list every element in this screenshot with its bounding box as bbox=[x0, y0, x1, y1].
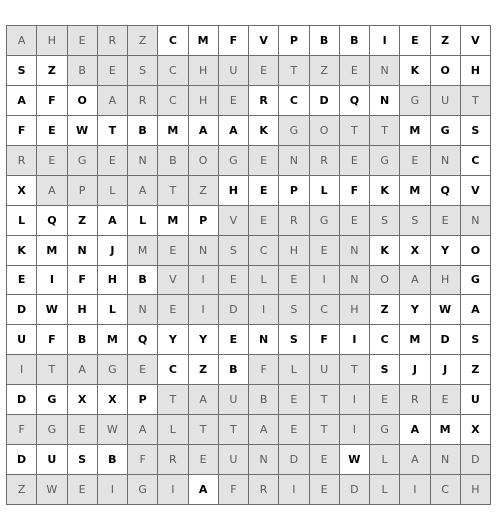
grid-cell-highlighted[interactable]: H bbox=[339, 295, 369, 325]
grid-cell-highlighted[interactable]: N bbox=[339, 235, 369, 265]
grid-cell[interactable]: F bbox=[218, 26, 248, 56]
grid-cell[interactable]: K bbox=[249, 115, 279, 145]
grid-cell[interactable]: E bbox=[37, 115, 67, 145]
grid-cell[interactable]: M bbox=[430, 415, 460, 445]
grid-cell[interactable]: K bbox=[370, 175, 400, 205]
grid-cell[interactable]: B bbox=[339, 26, 369, 56]
grid-cell-highlighted[interactable]: T bbox=[37, 355, 67, 385]
grid-cell-highlighted[interactable]: E bbox=[128, 355, 158, 385]
grid-cell[interactable]: H bbox=[460, 55, 490, 85]
grid-cell-highlighted[interactable]: I bbox=[339, 415, 369, 445]
grid-cell-highlighted[interactable]: I bbox=[309, 265, 339, 295]
grid-cell[interactable]: W bbox=[67, 115, 97, 145]
grid-cell[interactable]: D bbox=[7, 385, 37, 415]
grid-cell[interactable]: X bbox=[400, 235, 430, 265]
grid-cell-highlighted[interactable]: T bbox=[339, 355, 369, 385]
grid-cell-highlighted[interactable]: U bbox=[430, 85, 460, 115]
grid-cell-highlighted[interactable]: E bbox=[37, 145, 67, 175]
grid-cell-highlighted[interactable]: E bbox=[67, 26, 97, 56]
grid-cell-highlighted[interactable]: E bbox=[339, 145, 369, 175]
grid-cell[interactable]: S bbox=[67, 445, 97, 475]
grid-cell[interactable]: O bbox=[67, 85, 97, 115]
grid-cell-highlighted[interactable]: F bbox=[249, 355, 279, 385]
grid-cell-highlighted[interactable]: N bbox=[460, 205, 490, 235]
grid-row bbox=[7, 325, 491, 355]
grid-cell[interactable]: Y bbox=[188, 325, 218, 355]
grid-cell[interactable]: Q bbox=[37, 205, 67, 235]
grid-cell[interactable]: V bbox=[460, 26, 490, 56]
grid-cell-highlighted[interactable]: A bbox=[37, 175, 67, 205]
grid-cell-highlighted[interactable]: U bbox=[218, 445, 248, 475]
grid-cell[interactable]: P bbox=[188, 205, 218, 235]
grid-cell[interactable]: H bbox=[97, 265, 127, 295]
grid-cell[interactable]: D bbox=[7, 295, 37, 325]
grid-cell-highlighted[interactable]: R bbox=[128, 85, 158, 115]
grid-cell-highlighted[interactable]: O bbox=[188, 145, 218, 175]
grid-cell[interactable]: C bbox=[460, 145, 490, 175]
grid-cell-highlighted[interactable]: F bbox=[218, 475, 248, 505]
grid-cell-highlighted[interactable]: S bbox=[128, 55, 158, 85]
grid-cell-highlighted[interactable]: E bbox=[97, 55, 127, 85]
grid-cell-highlighted[interactable]: L bbox=[370, 445, 400, 475]
grid-cell-highlighted[interactable]: A bbox=[128, 175, 158, 205]
grid-cell-highlighted[interactable]: A bbox=[7, 26, 37, 56]
grid-cell-highlighted[interactable]: O bbox=[370, 265, 400, 295]
grid-cell-highlighted[interactable]: A bbox=[249, 415, 279, 445]
grid-cell-highlighted[interactable]: R bbox=[158, 445, 188, 475]
grid-cell[interactable]: U bbox=[7, 325, 37, 355]
grid-row bbox=[7, 385, 491, 415]
grid-cell[interactable]: L bbox=[7, 205, 37, 235]
grid-cell-highlighted[interactable]: H bbox=[37, 26, 67, 56]
grid-cell-highlighted[interactable]: I bbox=[7, 355, 37, 385]
grid-cell-highlighted[interactable]: Z bbox=[128, 26, 158, 56]
grid-cell-highlighted[interactable]: I bbox=[158, 475, 188, 505]
grid-cell[interactable]: J bbox=[97, 235, 127, 265]
grid-cell-highlighted[interactable]: C bbox=[158, 55, 188, 85]
grid-cell[interactable]: Z bbox=[370, 295, 400, 325]
grid-cell-highlighted[interactable]: E bbox=[67, 415, 97, 445]
grid-cell-highlighted[interactable]: F bbox=[7, 415, 37, 445]
grid-cell[interactable]: H bbox=[67, 295, 97, 325]
grid-cell[interactable]: X bbox=[67, 385, 97, 415]
grid-cell[interactable]: S bbox=[460, 325, 490, 355]
grid-cell[interactable]: R bbox=[249, 85, 279, 115]
grid-cell-highlighted[interactable]: A bbox=[128, 415, 158, 445]
grid-cell-highlighted[interactable]: R bbox=[400, 385, 430, 415]
grid-row bbox=[7, 475, 491, 505]
grid-cell-highlighted[interactable]: E bbox=[430, 385, 460, 415]
grid-cell-highlighted[interactable]: E bbox=[339, 55, 369, 85]
grid-cell-highlighted[interactable]: E bbox=[158, 235, 188, 265]
grid-cell[interactable]: M bbox=[158, 115, 188, 145]
grid-cell-highlighted[interactable]: H bbox=[188, 55, 218, 85]
grid-cell[interactable]: K bbox=[7, 235, 37, 265]
grid-cell[interactable]: Z bbox=[460, 355, 490, 385]
grid-row bbox=[7, 235, 491, 265]
grid-cell[interactable]: C bbox=[279, 85, 309, 115]
grid-cell-highlighted[interactable]: M bbox=[128, 235, 158, 265]
grid-cell-highlighted[interactable]: E bbox=[400, 145, 430, 175]
grid-cell[interactable]: C bbox=[158, 355, 188, 385]
grid-cell-highlighted[interactable]: I bbox=[339, 385, 369, 415]
grid-cell-highlighted[interactable]: E bbox=[67, 475, 97, 505]
grid-cell-highlighted[interactable]: T bbox=[188, 415, 218, 445]
grid-cell-highlighted[interactable]: N bbox=[128, 295, 158, 325]
grid-cell[interactable]: M bbox=[400, 175, 430, 205]
grid-cell-highlighted[interactable]: N bbox=[430, 145, 460, 175]
grid-cell[interactable]: A bbox=[400, 415, 430, 445]
grid-cell-highlighted[interactable]: N bbox=[188, 235, 218, 265]
grid-cell-highlighted[interactable]: E bbox=[279, 265, 309, 295]
grid-cell[interactable]: F bbox=[339, 175, 369, 205]
grid-cell-highlighted[interactable]: I bbox=[97, 475, 127, 505]
grid-cell-highlighted[interactable]: I bbox=[400, 475, 430, 505]
grid-cell-highlighted[interactable]: C bbox=[430, 475, 460, 505]
grid-cell-highlighted[interactable]: T bbox=[309, 415, 339, 445]
grid-cell-highlighted[interactable]: G bbox=[97, 355, 127, 385]
grid-cell[interactable]: C bbox=[158, 26, 188, 56]
grid-cell-highlighted[interactable]: A bbox=[97, 85, 127, 115]
grid-cell[interactable]: G bbox=[430, 115, 460, 145]
grid-cell-highlighted[interactable]: T bbox=[309, 385, 339, 415]
grid-cell[interactable]: V bbox=[249, 26, 279, 56]
grid-cell[interactable]: P bbox=[279, 175, 309, 205]
grid-cell-highlighted[interactable]: G bbox=[400, 85, 430, 115]
grid-cell-highlighted[interactable]: E bbox=[309, 445, 339, 475]
grid-row bbox=[7, 26, 491, 56]
grid-cell-highlighted[interactable]: I bbox=[188, 295, 218, 325]
grid-cell[interactable]: Y bbox=[400, 295, 430, 325]
grid-cell-highlighted[interactable]: E bbox=[309, 475, 339, 505]
grid-cell[interactable]: Q bbox=[128, 325, 158, 355]
grid-cell[interactable]: C bbox=[370, 325, 400, 355]
grid-cell-highlighted[interactable]: T bbox=[158, 385, 188, 415]
grid-cell[interactable]: Q bbox=[339, 85, 369, 115]
grid-cell[interactable]: N bbox=[249, 325, 279, 355]
grid-cell-highlighted[interactable]: E bbox=[370, 385, 400, 415]
word-search-grid bbox=[6, 25, 491, 505]
grid-cell-highlighted[interactable]: S bbox=[400, 205, 430, 235]
grid-cell-highlighted[interactable]: S bbox=[370, 205, 400, 235]
grid-cell-highlighted[interactable]: U bbox=[309, 355, 339, 385]
grid-body bbox=[7, 26, 491, 505]
grid-cell[interactable]: E bbox=[400, 26, 430, 56]
grid-cell-highlighted[interactable]: L bbox=[97, 175, 127, 205]
grid-cell[interactable]: B bbox=[97, 445, 127, 475]
grid-cell-highlighted[interactable]: H bbox=[430, 265, 460, 295]
grid-cell-highlighted[interactable]: B bbox=[67, 55, 97, 85]
grid-cell-highlighted[interactable]: V bbox=[158, 265, 188, 295]
grid-cell-highlighted[interactable]: G bbox=[279, 115, 309, 145]
grid-cell[interactable]: U bbox=[460, 385, 490, 415]
grid-cell-highlighted[interactable]: A bbox=[400, 265, 430, 295]
grid-cell[interactable]: B bbox=[67, 325, 97, 355]
grid-cell-highlighted[interactable]: E bbox=[158, 295, 188, 325]
grid-cell[interactable]: X bbox=[7, 175, 37, 205]
grid-cell-highlighted[interactable]: P bbox=[67, 175, 97, 205]
grid-cell-highlighted[interactable]: T bbox=[158, 175, 188, 205]
grid-cell-highlighted[interactable]: D bbox=[218, 295, 248, 325]
grid-cell[interactable]: J bbox=[400, 355, 430, 385]
grid-cell[interactable]: M bbox=[97, 325, 127, 355]
grid-cell[interactable]: O bbox=[460, 235, 490, 265]
grid-cell-highlighted[interactable]: V bbox=[218, 205, 248, 235]
grid-cell[interactable]: A bbox=[218, 115, 248, 145]
grid-cell[interactable]: W bbox=[37, 295, 67, 325]
grid-cell-highlighted[interactable]: R bbox=[249, 475, 279, 505]
grid-cell-highlighted[interactable]: W bbox=[97, 415, 127, 445]
grid-cell-highlighted[interactable]: H bbox=[460, 475, 490, 505]
grid-cell-highlighted[interactable]: R bbox=[97, 26, 127, 56]
grid-cell[interactable]: Y bbox=[430, 235, 460, 265]
grid-cell[interactable]: A bbox=[97, 205, 127, 235]
grid-cell-highlighted[interactable]: G bbox=[370, 415, 400, 445]
grid-cell[interactable]: Z bbox=[67, 205, 97, 235]
grid-cell[interactable]: U bbox=[37, 445, 67, 475]
grid-cell[interactable]: K bbox=[370, 235, 400, 265]
grid-cell-highlighted[interactable]: C bbox=[249, 235, 279, 265]
grid-cell-highlighted[interactable]: Z bbox=[7, 475, 37, 505]
grid-cell-highlighted[interactable]: R bbox=[7, 145, 37, 175]
grid-cell[interactable]: W bbox=[339, 445, 369, 475]
grid-cell-highlighted[interactable]: L bbox=[370, 475, 400, 505]
grid-cell-highlighted[interactable]: W bbox=[37, 475, 67, 505]
grid-cell[interactable]: V bbox=[460, 175, 490, 205]
grid-cell-highlighted[interactable]: G bbox=[309, 205, 339, 235]
grid-cell[interactable]: A bbox=[460, 295, 490, 325]
grid-cell-highlighted[interactable]: E bbox=[249, 145, 279, 175]
grid-cell-highlighted[interactable]: L bbox=[279, 355, 309, 385]
grid-cell-highlighted[interactable]: R bbox=[279, 205, 309, 235]
grid-cell[interactable]: M bbox=[37, 235, 67, 265]
grid-cell-highlighted[interactable]: N bbox=[339, 265, 369, 295]
grid-row bbox=[7, 295, 491, 325]
grid-cell-highlighted[interactable]: D bbox=[279, 445, 309, 475]
grid-cell[interactable]: S bbox=[279, 325, 309, 355]
grid-cell[interactable]: O bbox=[430, 55, 460, 85]
grid-cell[interactable]: M bbox=[158, 205, 188, 235]
grid-cell-highlighted[interactable]: A bbox=[400, 445, 430, 475]
grid-cell[interactable]: G bbox=[460, 265, 490, 295]
grid-cell[interactable]: N bbox=[67, 235, 97, 265]
grid-cell[interactable]: D bbox=[7, 445, 37, 475]
grid-cell[interactable]: P bbox=[128, 385, 158, 415]
grid-cell-highlighted[interactable]: U bbox=[218, 55, 248, 85]
grid-cell-highlighted[interactable]: C bbox=[158, 85, 188, 115]
grid-cell[interactable]: K bbox=[400, 55, 430, 85]
grid-cell-highlighted[interactable]: G bbox=[370, 145, 400, 175]
grid-cell-highlighted[interactable]: G bbox=[128, 475, 158, 505]
grid-cell-highlighted[interactable]: E bbox=[188, 445, 218, 475]
grid-cell[interactable]: M bbox=[188, 26, 218, 56]
grid-cell[interactable]: E bbox=[7, 265, 37, 295]
grid-cell-highlighted[interactable]: G bbox=[67, 145, 97, 175]
grid-cell[interactable]: N bbox=[370, 85, 400, 115]
grid-cell[interactable]: A bbox=[7, 85, 37, 115]
grid-cell[interactable]: Y bbox=[158, 325, 188, 355]
grid-cell[interactable]: Z bbox=[430, 26, 460, 56]
grid-cell-highlighted[interactable]: E bbox=[249, 55, 279, 85]
grid-row bbox=[7, 205, 491, 235]
grid-cell-highlighted[interactable]: H bbox=[279, 235, 309, 265]
grid-cell-highlighted[interactable]: T bbox=[218, 415, 248, 445]
grid-cell[interactable]: A bbox=[188, 475, 218, 505]
grid-cell[interactable]: F bbox=[67, 265, 97, 295]
grid-cell-highlighted[interactable]: N bbox=[430, 445, 460, 475]
grid-cell-highlighted[interactable]: Z bbox=[309, 55, 339, 85]
grid-row bbox=[7, 175, 491, 205]
grid-cell-highlighted[interactable]: E bbox=[218, 85, 248, 115]
grid-cell[interactable]: M bbox=[400, 325, 430, 355]
grid-cell[interactable]: Z bbox=[188, 355, 218, 385]
grid-cell[interactable]: Q bbox=[430, 175, 460, 205]
grid-cell-highlighted[interactable]: E bbox=[218, 265, 248, 295]
grid-cell-highlighted[interactable]: A bbox=[67, 355, 97, 385]
grid-cell-highlighted[interactable]: U bbox=[218, 385, 248, 415]
grid-cell-highlighted[interactable]: E bbox=[279, 385, 309, 415]
grid-cell-highlighted[interactable]: E bbox=[279, 415, 309, 445]
grid-cell-highlighted[interactable]: D bbox=[339, 475, 369, 505]
grid-cell[interactable]: L bbox=[97, 295, 127, 325]
grid-cell-highlighted[interactable]: L bbox=[249, 265, 279, 295]
grid-cell-highlighted[interactable]: L bbox=[158, 415, 188, 445]
grid-cell-highlighted[interactable]: T bbox=[460, 85, 490, 115]
grid-cell[interactable]: B bbox=[218, 355, 248, 385]
grid-cell-highlighted[interactable]: E bbox=[249, 205, 279, 235]
grid-cell-highlighted[interactable]: Z bbox=[188, 175, 218, 205]
grid-cell-highlighted[interactable]: G bbox=[37, 415, 67, 445]
grid-cell[interactable]: T bbox=[97, 115, 127, 145]
grid-cell-highlighted[interactable]: N bbox=[249, 445, 279, 475]
grid-cell[interactable]: G bbox=[37, 385, 67, 415]
grid-cell-highlighted[interactable]: N bbox=[370, 55, 400, 85]
grid-cell[interactable]: F bbox=[309, 325, 339, 355]
grid-cell-highlighted[interactable]: N bbox=[279, 145, 309, 175]
grid-cell-highlighted[interactable]: G bbox=[218, 145, 248, 175]
grid-cell-highlighted[interactable]: E bbox=[339, 205, 369, 235]
grid-cell[interactable]: E bbox=[218, 325, 248, 355]
grid-row bbox=[7, 115, 491, 145]
grid-cell-highlighted[interactable]: F bbox=[128, 445, 158, 475]
grid-row bbox=[7, 85, 491, 115]
grid-cell[interactable]: B bbox=[309, 26, 339, 56]
grid-cell-highlighted[interactable]: E bbox=[309, 235, 339, 265]
grid-cell-highlighted[interactable]: B bbox=[249, 385, 279, 415]
grid-cell-highlighted[interactable]: I bbox=[279, 475, 309, 505]
grid-cell-highlighted[interactable]: S bbox=[279, 295, 309, 325]
grid-cell-highlighted[interactable]: O bbox=[309, 115, 339, 145]
grid-row bbox=[7, 265, 491, 295]
grid-cell[interactable]: S bbox=[460, 115, 490, 145]
grid-cell[interactable]: J bbox=[430, 355, 460, 385]
grid-row bbox=[7, 145, 491, 175]
grid-cell[interactable]: P bbox=[279, 26, 309, 56]
grid-cell[interactable]: L bbox=[128, 205, 158, 235]
grid-cell[interactable]: B bbox=[128, 115, 158, 145]
grid-cell[interactable]: D bbox=[430, 325, 460, 355]
grid-cell[interactable]: X bbox=[460, 415, 490, 445]
grid-row bbox=[7, 415, 491, 445]
grid-cell[interactable]: S bbox=[7, 55, 37, 85]
grid-cell[interactable]: B bbox=[128, 265, 158, 295]
grid-cell[interactable]: H bbox=[218, 175, 248, 205]
grid-cell[interactable]: E bbox=[249, 175, 279, 205]
grid-cell-highlighted[interactable]: T bbox=[279, 55, 309, 85]
grid-cell-highlighted[interactable]: B bbox=[158, 145, 188, 175]
grid-cell[interactable]: D bbox=[309, 85, 339, 115]
grid-cell-highlighted[interactable]: T bbox=[339, 115, 369, 145]
grid-cell[interactable]: F bbox=[7, 115, 37, 145]
grid-cell[interactable]: S bbox=[370, 355, 400, 385]
grid-cell[interactable]: F bbox=[37, 85, 67, 115]
grid-cell-highlighted[interactable]: E bbox=[430, 205, 460, 235]
grid-cell[interactable]: M bbox=[400, 115, 430, 145]
grid-row bbox=[7, 55, 491, 85]
grid-cell-highlighted[interactable]: N bbox=[128, 145, 158, 175]
grid-cell[interactable]: I bbox=[370, 26, 400, 56]
grid-row bbox=[7, 445, 491, 475]
grid-cell[interactable]: A bbox=[188, 115, 218, 145]
grid-cell-highlighted[interactable]: A bbox=[188, 385, 218, 415]
grid-cell-highlighted[interactable]: I bbox=[188, 265, 218, 295]
grid-cell[interactable]: X bbox=[97, 385, 127, 415]
grid-cell-highlighted[interactable]: H bbox=[188, 85, 218, 115]
grid-cell[interactable]: F bbox=[37, 325, 67, 355]
grid-row bbox=[7, 355, 491, 385]
grid-cell[interactable]: W bbox=[430, 295, 460, 325]
grid-cell[interactable]: I bbox=[339, 325, 369, 355]
grid-cell-highlighted[interactable]: R bbox=[309, 145, 339, 175]
grid-cell-highlighted[interactable]: T bbox=[370, 115, 400, 145]
grid-cell-highlighted[interactable]: E bbox=[97, 145, 127, 175]
grid-cell[interactable]: Z bbox=[37, 55, 67, 85]
grid-cell[interactable]: L bbox=[309, 175, 339, 205]
grid-cell[interactable]: I bbox=[37, 265, 67, 295]
grid-cell-highlighted[interactable]: C bbox=[309, 295, 339, 325]
grid-cell-highlighted[interactable]: I bbox=[249, 295, 279, 325]
grid-cell-highlighted[interactable]: S bbox=[218, 235, 248, 265]
grid-cell-highlighted[interactable]: D bbox=[460, 445, 490, 475]
